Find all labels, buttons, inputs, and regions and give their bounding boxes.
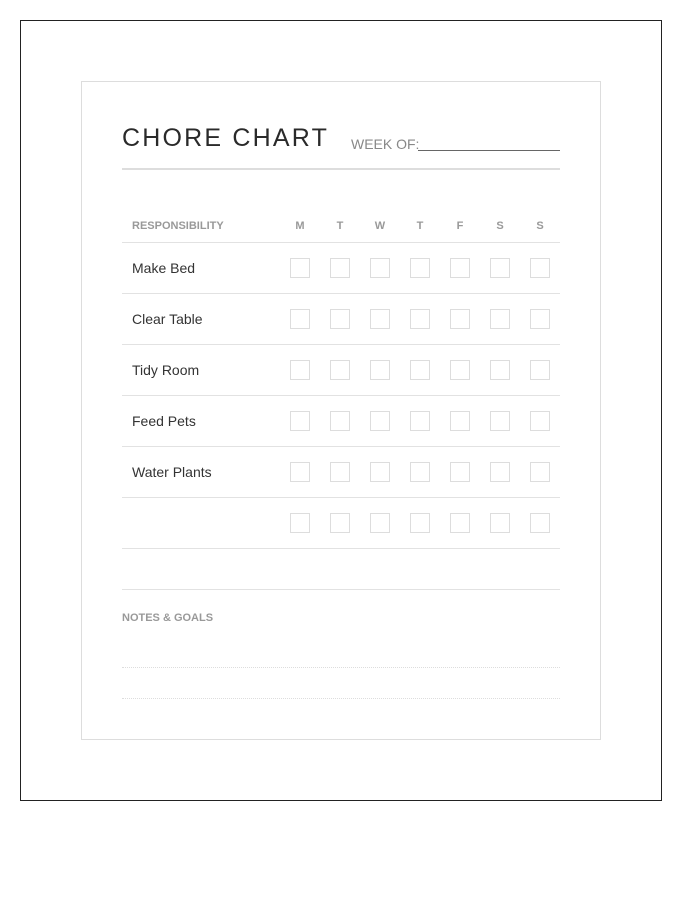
- chore-label: Make Bed: [132, 260, 196, 276]
- day-checkbox[interactable]: [410, 258, 430, 278]
- week-of-label: WEEK OF:: [351, 136, 420, 152]
- day-header: M: [295, 220, 305, 232]
- chore-label: Feed Pets: [132, 413, 196, 429]
- day-checkbox[interactable]: [290, 462, 310, 482]
- day-checkbox[interactable]: [370, 309, 390, 329]
- day-header: S: [536, 220, 544, 232]
- chore-label: Tidy Room: [132, 362, 200, 378]
- day-checkbox[interactable]: [530, 360, 550, 380]
- day-header: S: [496, 220, 504, 232]
- day-checkbox[interactable]: [330, 462, 350, 482]
- day-checkbox[interactable]: [370, 360, 390, 380]
- day-checkbox[interactable]: [450, 360, 470, 380]
- day-checkbox[interactable]: [410, 360, 430, 380]
- day-checkbox[interactable]: [370, 258, 390, 278]
- header-divider: [122, 168, 560, 170]
- notes-label: NOTES & GOALS: [122, 612, 214, 624]
- day-checkbox[interactable]: [370, 462, 390, 482]
- day-header: T: [336, 220, 344, 232]
- day-checkbox[interactable]: [370, 411, 390, 431]
- day-header: T: [416, 220, 424, 232]
- day-checkbox[interactable]: [450, 513, 470, 533]
- day-checkbox[interactable]: [410, 513, 430, 533]
- section-divider: [122, 589, 560, 590]
- chore-label: Water Plants: [132, 464, 212, 480]
- day-checkbox[interactable]: [450, 258, 470, 278]
- day-checkbox[interactable]: [290, 309, 310, 329]
- day-checkbox[interactable]: [330, 309, 350, 329]
- row-divider: [122, 293, 560, 294]
- day-header: F: [456, 220, 464, 232]
- day-checkbox[interactable]: [490, 258, 510, 278]
- row-divider: [122, 242, 560, 243]
- day-checkbox[interactable]: [290, 360, 310, 380]
- day-checkbox[interactable]: [290, 258, 310, 278]
- day-checkbox[interactable]: [330, 411, 350, 431]
- responsibility-header: RESPONSIBILITY: [132, 220, 224, 232]
- week-of-field[interactable]: [418, 150, 560, 151]
- chore-label: Clear Table: [132, 311, 203, 327]
- day-checkbox[interactable]: [330, 258, 350, 278]
- day-checkbox[interactable]: [530, 513, 550, 533]
- row-divider: [122, 395, 560, 396]
- day-checkbox[interactable]: [290, 411, 310, 431]
- row-divider: [122, 344, 560, 345]
- notes-line[interactable]: [122, 698, 560, 699]
- page-title: CHORE CHART: [122, 124, 330, 152]
- day-checkbox[interactable]: [490, 462, 510, 482]
- row-divider: [122, 497, 560, 498]
- row-divider: [122, 548, 560, 549]
- day-checkbox[interactable]: [450, 411, 470, 431]
- day-checkbox[interactable]: [530, 309, 550, 329]
- day-checkbox[interactable]: [490, 309, 510, 329]
- day-checkbox[interactable]: [490, 360, 510, 380]
- day-checkbox[interactable]: [370, 513, 390, 533]
- day-checkbox[interactable]: [290, 513, 310, 533]
- day-checkbox[interactable]: [450, 462, 470, 482]
- day-checkbox[interactable]: [410, 462, 430, 482]
- day-checkbox[interactable]: [410, 411, 430, 431]
- day-checkbox[interactable]: [330, 513, 350, 533]
- notes-line[interactable]: [122, 667, 560, 668]
- day-checkbox[interactable]: [530, 258, 550, 278]
- day-checkbox[interactable]: [490, 411, 510, 431]
- day-checkbox[interactable]: [450, 309, 470, 329]
- day-checkbox[interactable]: [490, 513, 510, 533]
- row-divider: [122, 446, 560, 447]
- day-checkbox[interactable]: [530, 411, 550, 431]
- day-header: W: [374, 220, 386, 232]
- day-checkbox[interactable]: [410, 309, 430, 329]
- day-checkbox[interactable]: [330, 360, 350, 380]
- day-checkbox[interactable]: [530, 462, 550, 482]
